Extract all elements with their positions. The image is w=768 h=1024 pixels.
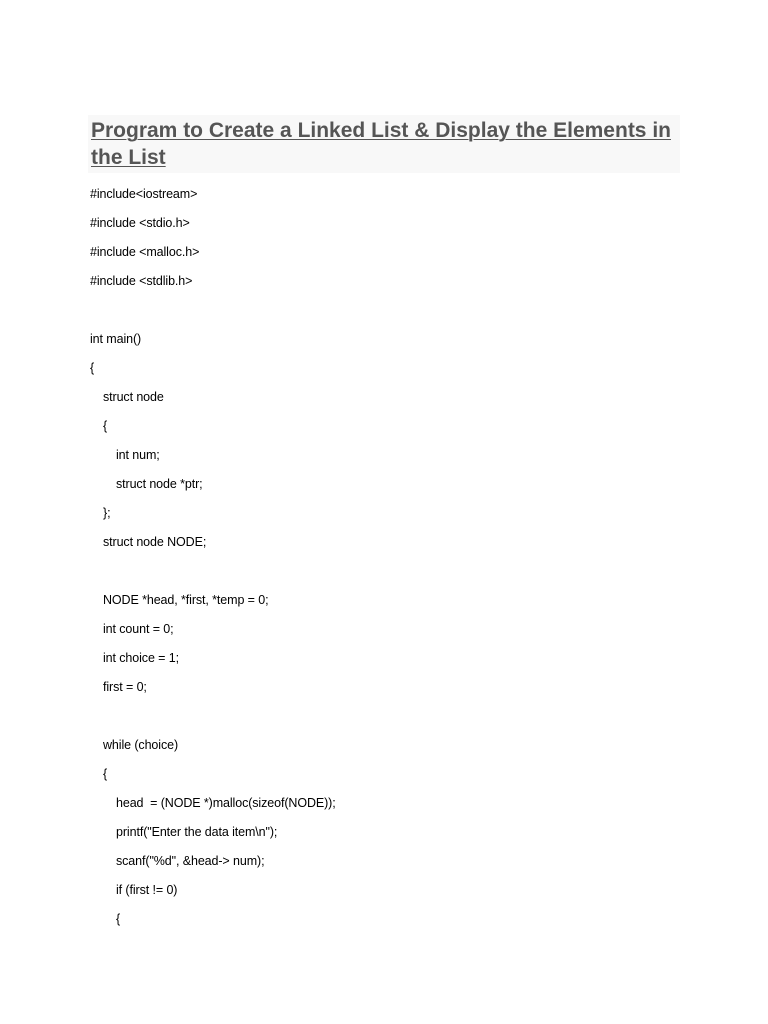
code-line: }; xyxy=(103,506,111,520)
code-line: scanf("%d", &head-> num); xyxy=(116,854,265,868)
code-line: printf("Enter the data item\n"); xyxy=(116,825,278,839)
code-line: struct node NODE; xyxy=(103,535,207,549)
code-line: #include <stdlib.h> xyxy=(90,274,193,288)
code-line: struct node *ptr; xyxy=(116,477,203,491)
code-line: head = (NODE *)malloc(sizeof(NODE)); xyxy=(116,796,336,810)
code-line: int count = 0; xyxy=(103,622,174,636)
code-line: { xyxy=(90,361,95,375)
code-line: #include <malloc.h> xyxy=(90,245,200,259)
code-line: #include<iostream> xyxy=(90,187,198,201)
code-line: #include <stdio.h> xyxy=(90,216,190,230)
code-line: struct node xyxy=(103,390,164,404)
code-line: { xyxy=(103,767,108,781)
code-line: int num; xyxy=(116,448,160,462)
code-line: { xyxy=(103,419,108,433)
code-line: int main() xyxy=(90,332,142,346)
code-line: first = 0; xyxy=(103,680,147,694)
code-line: while (choice) xyxy=(103,738,179,752)
document-title: Program to Create a Linked List & Display the Elements in the List xyxy=(91,119,671,169)
code-line: int choice = 1; xyxy=(103,651,179,665)
code-line: { xyxy=(116,912,121,926)
code-line: NODE *head, *first, *temp = 0; xyxy=(103,593,269,607)
code-line: if (first != 0) xyxy=(116,883,178,897)
